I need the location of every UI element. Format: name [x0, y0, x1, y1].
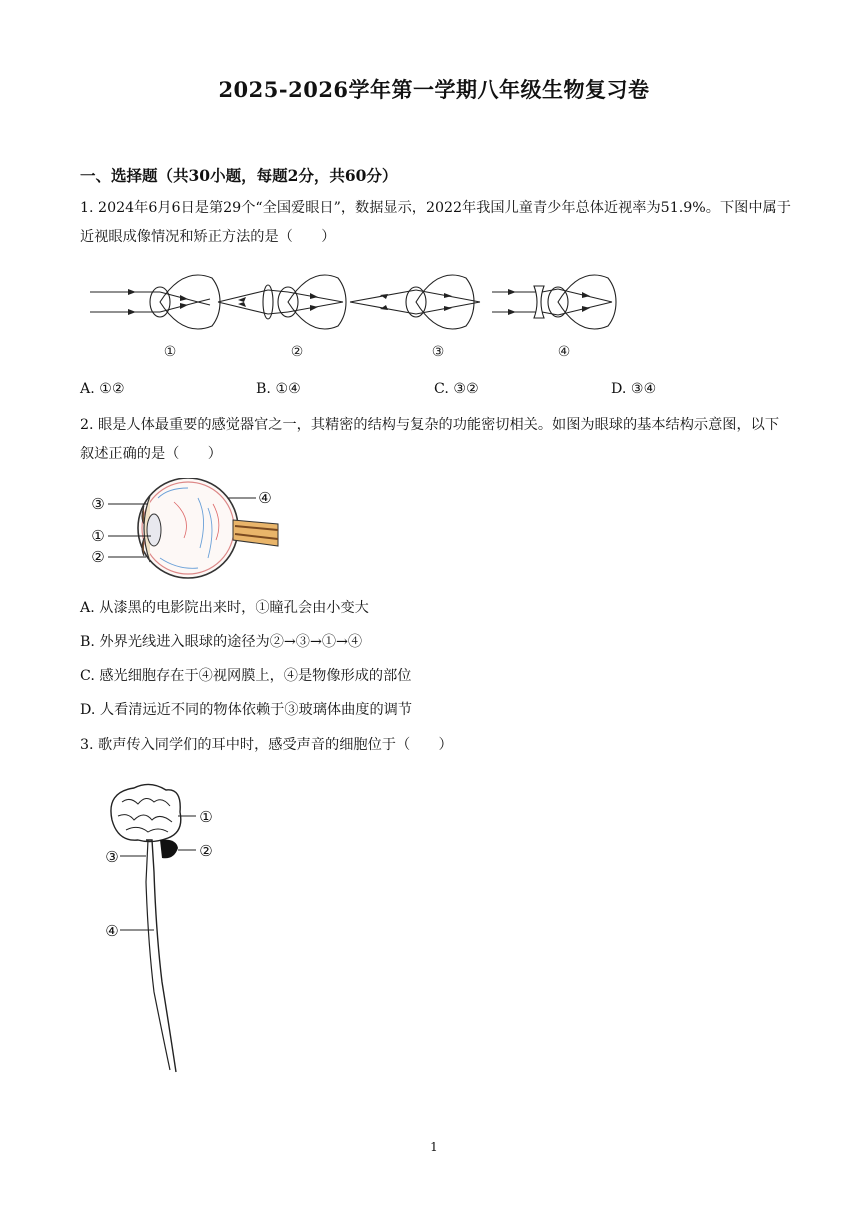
q1-option-c[interactable]: C. ③②: [434, 381, 479, 397]
fig1-label-2: ②: [290, 344, 304, 360]
fig3-label-3: ③: [105, 848, 119, 866]
q2-option-a[interactable]: A. 从漆黑的电影院出来时，①瞳孔会由小变大: [80, 600, 369, 616]
question-2-text: 2. 眼是人体最重要的感觉器官之一，其精密的结构与复杂的功能密切相关。如图为眼球的基本结构示意图，以下叙述正确的是（ ）: [80, 417, 780, 462]
eye-diagram-1: [90, 275, 220, 329]
fig1-label-3: ③: [431, 344, 445, 360]
question-1-options: [80, 381, 792, 405]
brain-spinal-cord-icon: [98, 782, 228, 1082]
fig2-label-3: ③: [91, 495, 105, 513]
fig2-label-1: ①: [91, 527, 105, 545]
eye-diagram-3: [350, 275, 480, 329]
fig3-label-4: ④: [105, 922, 119, 940]
fig2-label-2: ②: [91, 548, 105, 566]
section-heading: 一、选择题（共30小题，每题2分，共60分）: [80, 166, 398, 185]
q2-option-c[interactable]: C. 感光细胞存在于④视网膜上，④是物像形成的部位: [80, 668, 412, 684]
eye-diagram-4: [492, 275, 616, 329]
question-1-text: 1. 2024年6月6日是第29个“全国爱眼日”，数据显示，2022年我国儿童青少年总体近视率为51.9%。下图中属于近视眼成像情况和矫正方法的是（ ）: [80, 200, 791, 245]
fig1-label-1: ①: [163, 344, 177, 360]
eye-diagram-icon: [88, 270, 628, 365]
fig3-label-1: ①: [199, 808, 213, 826]
page-title: 2025-2026学年第一学期八年级生物复习卷: [218, 77, 650, 102]
q1-option-d[interactable]: D. ③④: [611, 381, 657, 397]
page-number: 1: [430, 1140, 438, 1154]
fig3-label-2: ②: [199, 842, 213, 860]
q1-option-a[interactable]: A. ①②: [80, 381, 125, 397]
q2-option-d[interactable]: D. 人看清远近不同的物体依赖于③玻璃体曲度的调节: [80, 702, 413, 718]
q1-option-b[interactable]: B. ①④: [256, 381, 301, 397]
eyeball-cross-section-icon: [88, 478, 288, 588]
eye-diagram-2: [218, 275, 346, 329]
question-3-text: 3. 歌声传入同学们的耳中时，感受声音的细胞位于（ ）: [80, 737, 453, 753]
q2-option-b[interactable]: B. 外界光线进入眼球的途径为②→③→①→④: [80, 634, 363, 650]
fig1-label-4: ④: [557, 344, 571, 360]
fig2-label-4: ④: [258, 489, 272, 507]
